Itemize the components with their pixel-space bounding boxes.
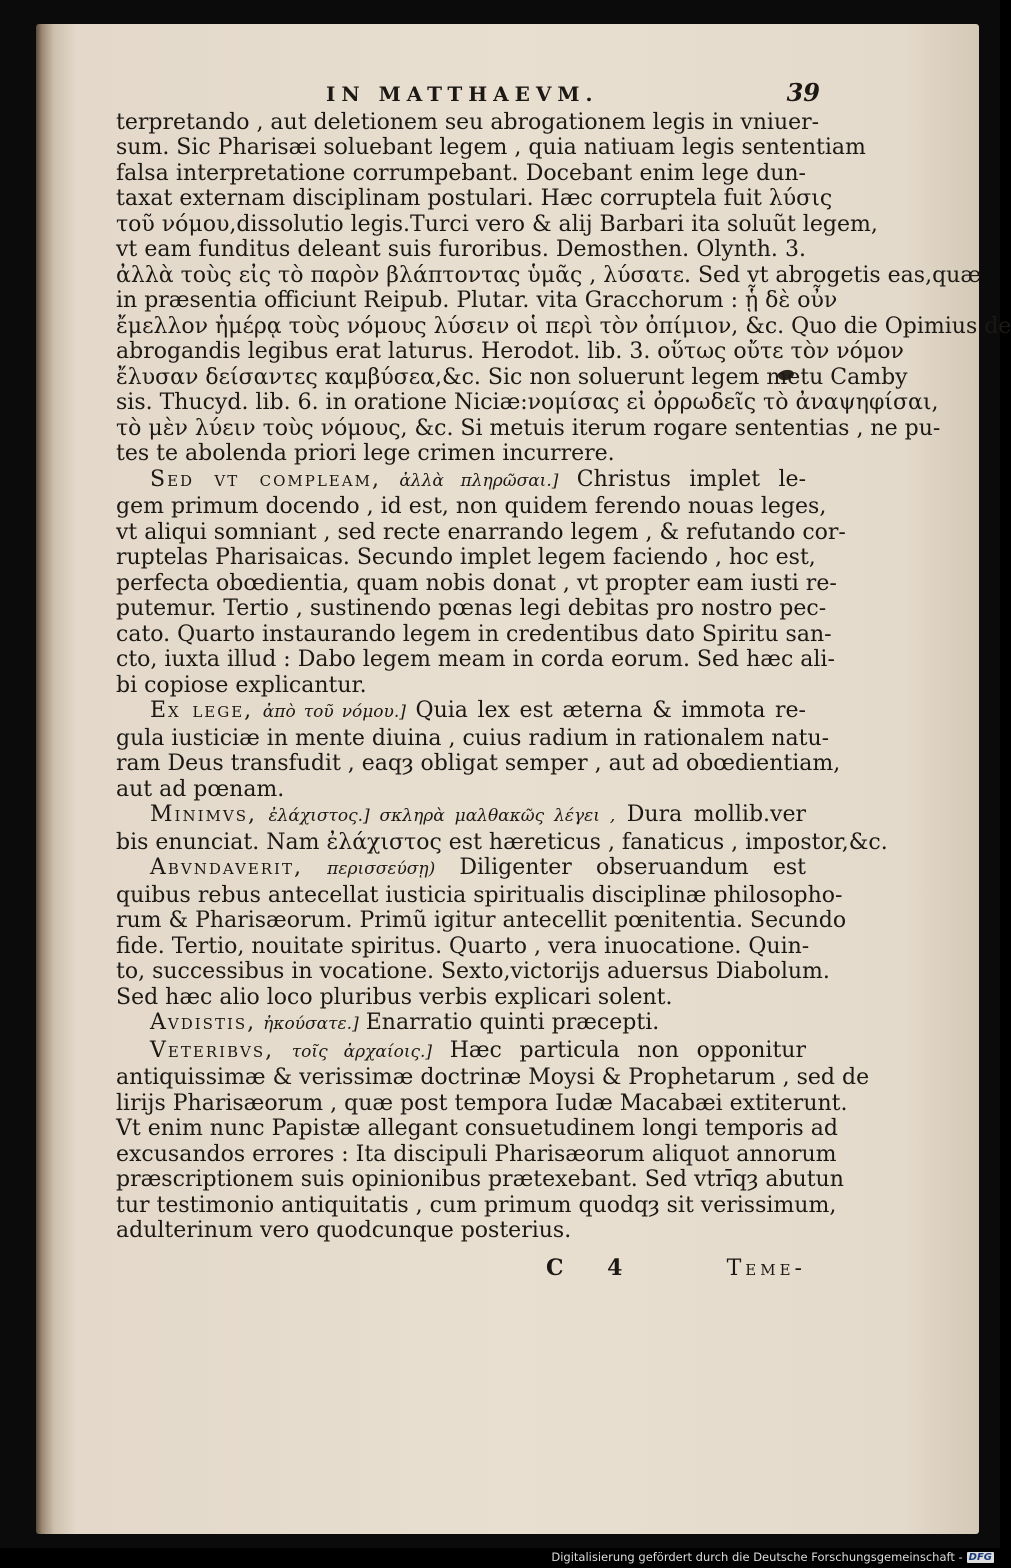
greek-lemma: ἐλάχιστος.] σκληρὰ μαλθακῶς λέγει , xyxy=(268,806,616,826)
lemma: Abvndaverit, xyxy=(150,855,303,880)
lemma-line xyxy=(116,855,806,883)
lemma: Veteribvs, xyxy=(150,1037,275,1063)
text-line: sum. Sic Pharisæi soluebant legem , quia natiuam legis sententiam xyxy=(116,135,866,160)
running-title: IN MATTHAEVM. xyxy=(326,82,599,106)
lemma-line xyxy=(116,802,806,830)
text-line: putemur. Tertio , sustinendo pœnas legi debitas pro nostro pec- xyxy=(116,596,827,621)
text-line: antiquissimæ & verissimæ doctrinæ Moysi & Prophetarum , sed de xyxy=(116,1065,870,1090)
commentary-section xyxy=(116,855,847,1010)
folio-number: 39 xyxy=(786,78,820,107)
text-line: bi copiose explicantur. xyxy=(116,672,367,698)
commentary-section xyxy=(116,1010,806,1038)
lemma-text: Quia lex est æterna & immota re- xyxy=(415,698,806,723)
signature-mark: C 4 xyxy=(546,1254,641,1281)
text-line: perfecta obœdientia, quam nobis donat , vt propter eam iusti re- xyxy=(116,570,837,596)
commentary-sections xyxy=(116,466,888,1244)
commentary-section xyxy=(116,802,888,855)
page-footer xyxy=(116,1256,806,1282)
text-line: falsa interpretatione corrumpebant. Docebant enim lege dun- xyxy=(116,160,806,186)
text-line: cto, iuxta illud : Dabo legem meam in corda eorum. Sed hæc ali- xyxy=(116,647,835,672)
lemma: Ex lege, xyxy=(150,698,254,723)
text-line: ἀλλὰ τοὺς εἰς τὸ παρὸν βλάπτοντας ὑμᾶς , λύσατε. Sed vt abrogetis eas,quæ xyxy=(116,262,981,288)
lemma-text: Diligenter obseruandum est xyxy=(459,855,806,880)
lemma-text: Hæc particula non opponitur xyxy=(449,1037,806,1063)
lemma-text: Enarratio quinti præcepti. xyxy=(365,1010,660,1035)
text-line: vt aliqui somniant , sed recte enarrando legem , & refutando cor- xyxy=(116,519,846,545)
lemma-line xyxy=(116,698,806,726)
dfg-banner-text: Digitalisierung gefördert durch die Deutsche Forschungsgemeinschaft - xyxy=(551,1550,963,1564)
text-line: fide. Tertio, nouitate spiritus. Quarto , vera inuocatione. Quin- xyxy=(116,933,810,959)
text-line: vt eam funditus deleant suis furoribus. Demosthen. Olynth. 3. xyxy=(116,237,806,262)
text-line: præscriptionem suis opinionibus prætexebant. Sed vtrīqȝ abutun xyxy=(116,1167,844,1192)
text-line: bis enunciat. Nam ἐλάχιστος est hæreticus , fanaticus , impostor,&c. xyxy=(116,829,888,855)
lemma: Avdistis, xyxy=(150,1010,257,1035)
text-line: quibus rebus antecellat iusticia spiritualis disciplinæ philosopho- xyxy=(116,882,843,908)
body-paragraph xyxy=(116,109,1011,467)
commentary-section xyxy=(116,1037,870,1244)
running-head xyxy=(326,80,820,108)
book-page xyxy=(36,24,1011,1534)
greek-lemma: ἠκούσατε.] xyxy=(263,1014,359,1034)
commentary-section xyxy=(116,698,841,802)
greek-lemma: ἀπὸ τοῦ νόμου.] xyxy=(262,702,406,722)
text-line: tur testimonio antiquitatis , cum primum quodqȝ sit verissimum, xyxy=(116,1192,837,1218)
text-block xyxy=(116,78,1011,1281)
text-line: adulterinum vero quodcunque posterius. xyxy=(116,1218,572,1243)
lemma-line xyxy=(116,467,806,495)
dfg-banner xyxy=(551,1549,994,1565)
text-line: Vt enim nunc Papistæ allegant consuetudinem longi temporis ad xyxy=(116,1116,838,1141)
text-line: cato. Quarto instaurando legem in credentibus dato Spiritu san- xyxy=(116,621,832,647)
lemma: Minimvs, xyxy=(150,802,257,827)
text-line: ἔλυσαν δείσαντες καμβύσεα,&c. Sic non soluerunt legem metu Camby xyxy=(116,364,908,390)
text-line: ἔμελλον ἡμέρᾳ τοὺς νόμους λύσειν οἱ περὶ τὸν ὀπίμιον, &c. Quo die Opimius de xyxy=(116,313,1011,339)
text-line: τοῦ νόμου,dissolutio legis.Turci vero & alij Barbari ita soluũt legem, xyxy=(116,211,878,237)
commentary-section xyxy=(116,466,846,699)
text-line: to, successibus in vocatione. Sexto,victorijs aduersus Diabolum. xyxy=(116,959,830,984)
dfg-logo-icon: DFG xyxy=(968,1551,992,1563)
text-line: gem primum docendo , id est, non quidem ferendo nouas leges, xyxy=(116,494,827,519)
lemma-line xyxy=(116,1010,806,1038)
lemma-text: Dura mollib.ver xyxy=(626,802,806,827)
text-line: excusandos errores : Ita discipuli Pharisæorum aliquot annorum xyxy=(116,1141,837,1167)
text-line: ruptelas Pharisaicas. Secundo implet legem faciendo , hoc est, xyxy=(116,545,816,570)
catchword: Teme- xyxy=(726,1255,806,1281)
text-line: taxat externam disciplinam postulari. Hæc corruptela fuit λύσις xyxy=(116,186,833,211)
greek-lemma: περισσεύσῃ) xyxy=(327,859,436,879)
text-line: terpretando , aut deletionem seu abrogationem legis in vniuer- xyxy=(116,109,820,135)
lemma-line xyxy=(116,1038,806,1066)
text-line: τὸ μὲν λύειν τοὺς νόμους, &c. Si metuis iterum rogare sententias , ne pu- xyxy=(116,415,941,441)
lemma-text: Christus implet le- xyxy=(576,466,807,492)
text-line: gula iusticiæ in mente diuina , cuius radium in rationalem natu- xyxy=(116,725,830,751)
lemma: Sed vt compleam, xyxy=(150,466,381,492)
text-line: tes te abolenda priori lege crimen incurrere. xyxy=(116,441,615,466)
greek-lemma: ἀλλὰ πληρῶσαι.] xyxy=(399,470,559,491)
greek-lemma: τοῖς ἀρχαίοις.] xyxy=(291,1041,433,1062)
text-line: Sed hæc alio loco pluribus verbis explicari solent. xyxy=(116,984,673,1010)
text-line: abrogandis legibus erat laturus. Herodot. lib. 3. οὕτως οὔτε τὸν νόμον xyxy=(116,339,904,364)
text-line: lirijs Pharisæorum , quæ post tempora Iudæ Macabæi extiterunt. xyxy=(116,1090,848,1116)
text-line: in præsentia officiunt Reipub. Plutar. vita Gracchorum : ᾗ δὲ οὖν xyxy=(116,288,838,313)
text-line: rum & Pharisæorum. Primũ igitur antecellit pœnitentia. Secundo xyxy=(116,908,847,933)
text-line: ram Deus transfudit , eaqȝ obligat semper , aut ad obœdientiam, xyxy=(116,751,841,776)
text-line: sis. Thucyd. lib. 6. in oratione Niciæ:νομίσας εἰ ὀρρωδεῖς τὸ ἀναψηφίσαι, xyxy=(116,390,939,415)
text-line: aut ad pœnam. xyxy=(116,776,285,802)
